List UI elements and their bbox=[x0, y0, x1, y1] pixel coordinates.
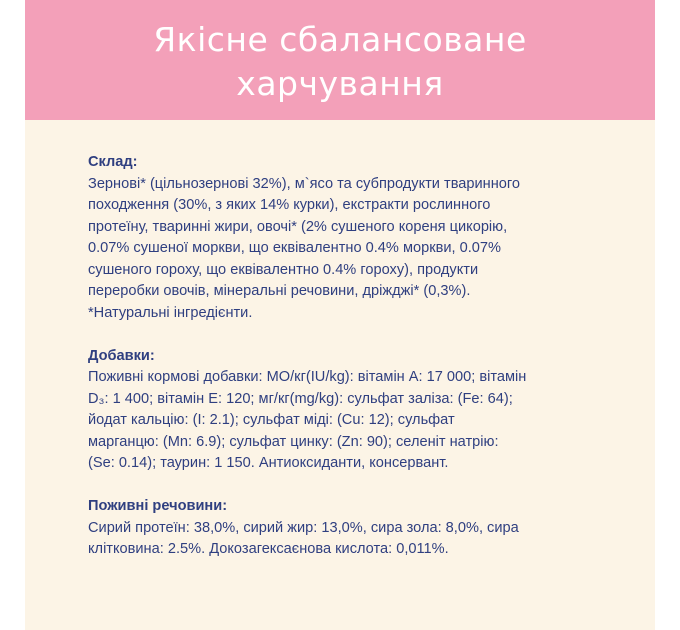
section-composition bbox=[88, 152, 608, 324]
section-additives bbox=[88, 346, 608, 475]
page-title bbox=[110, 14, 570, 106]
text-line: (Se: 0.14); таурин: 1 150. Антиоксиданти, консервант. bbox=[88, 455, 449, 471]
section-nutrients bbox=[88, 496, 608, 561]
title-line-2: харчування bbox=[236, 64, 444, 103]
text-line: клітковина: 2.5%. Докозагексаєнова кислота: 0,011%. bbox=[88, 541, 449, 557]
section-title-composition: Склад: bbox=[88, 154, 138, 170]
text-line: 0.07% сушеної моркви, що еквівалентно 0.4% моркви, 0.07% bbox=[88, 240, 501, 256]
text-line: марганцю: (Mn: 6.9); сульфат цинку: (Zn: 90); селеніт натрію: bbox=[88, 433, 499, 450]
text-line: D₃: 1 400; вітамін Е: 120; мг/кг(mg/kg): сульфат заліза: (Fe: 64); bbox=[88, 390, 513, 407]
text-line: Зернові* (цільнозернові 32%), м`ясо та субпродукти тваринного bbox=[88, 175, 521, 192]
text-line: протеїну, тваринні жири, овочі* (2% сушеного кореня цикорію, bbox=[88, 218, 508, 235]
header-banner bbox=[25, 0, 655, 120]
text-line: сушеного гороху, що еквівалентно 0.4% гороху), продукти bbox=[88, 261, 479, 278]
text-line: переробки овочів, мінеральні речовини, дріжджі* (0,3%). bbox=[88, 283, 471, 299]
content-body bbox=[88, 152, 608, 582]
text-line: Поживні кормові добавки: МО/кг(IU/kg): вітамін А: 17 000; вітамін bbox=[88, 369, 527, 385]
text-line: *Натуральні інгредієнти. bbox=[88, 304, 253, 321]
text-line: Сирий протеїн: 38,0%, сирий жир: 13,0%, сира зола: 8,0%, сира bbox=[88, 519, 519, 536]
title-line-1: Якісне сбалансоване bbox=[153, 20, 527, 59]
info-panel bbox=[25, 0, 655, 630]
text-line: йодат кальцію: (I: 2.1); сульфат міді: (Cu: 12); сульфат bbox=[88, 412, 455, 428]
text-line: походження (30%, з яких 14% курки), екстракти рослинного bbox=[88, 197, 491, 213]
section-title-nutrients: Поживні речовини: bbox=[88, 498, 228, 514]
section-title-additives: Добавки: bbox=[88, 347, 155, 364]
